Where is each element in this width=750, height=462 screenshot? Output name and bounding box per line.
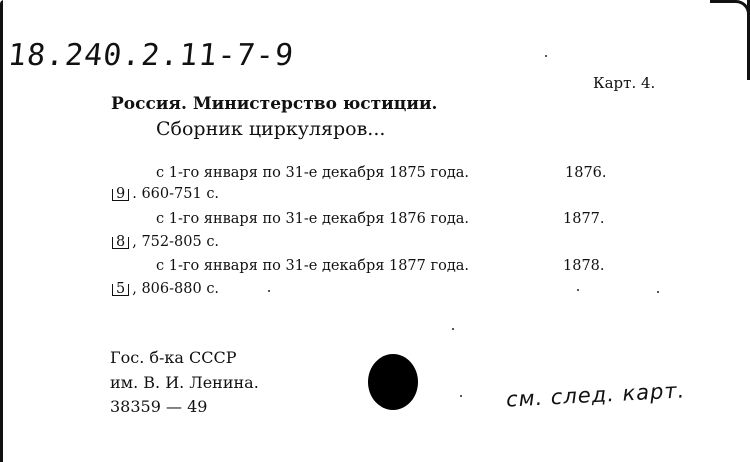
card-heading: Россия. Министерство юстиции.: [111, 94, 438, 114]
speck: [577, 289, 579, 291]
shelfmark: 18.240.2.11-7-9: [6, 38, 296, 73]
entry-description: с 1-го января по 31-е декабря 1877 года.: [156, 258, 469, 274]
entry-year: 1876.: [565, 165, 607, 181]
speck: [545, 55, 547, 57]
card-subtitle: Сборник циркуляров...: [156, 118, 386, 140]
entry-year: 1878.: [563, 258, 605, 274]
ink-blot: [368, 354, 418, 410]
card-number: Карт. 4.: [593, 74, 656, 92]
volume-number: 8: [112, 237, 129, 249]
library-line-3: 38359 — 49: [110, 397, 208, 416]
entry-description: с 1-го января по 31-е декабря 1875 года.: [156, 165, 469, 181]
entry-description: с 1-го января по 31-е декабря 1876 года.: [156, 211, 469, 227]
handwritten-note: см. след. карт.: [505, 378, 686, 412]
volume-number: 9: [112, 189, 129, 201]
entry-volume-row: 9 . 660-751 с.: [112, 186, 219, 202]
library-line-2: им. В. И. Ленина.: [110, 373, 259, 392]
speck: [460, 395, 462, 397]
card-edge-left: [0, 0, 3, 462]
speck: [452, 328, 454, 330]
speck: [657, 291, 659, 293]
speck: [268, 290, 270, 292]
volume-number: 5: [112, 284, 129, 296]
entry-pages: 660-751 с.: [141, 186, 220, 202]
entry-pages: 752-805 с.: [141, 234, 220, 250]
entry-volume-row: 5 , 806-880 с.: [112, 281, 219, 297]
entry-volume-row: 8 , 752-805 с.: [112, 234, 219, 250]
entry-year: 1877.: [563, 211, 605, 227]
entry-pages: 806-880 с.: [141, 281, 220, 297]
card-corner: [710, 0, 750, 14]
library-line-1: Гос. б-ка СССР: [110, 348, 237, 367]
